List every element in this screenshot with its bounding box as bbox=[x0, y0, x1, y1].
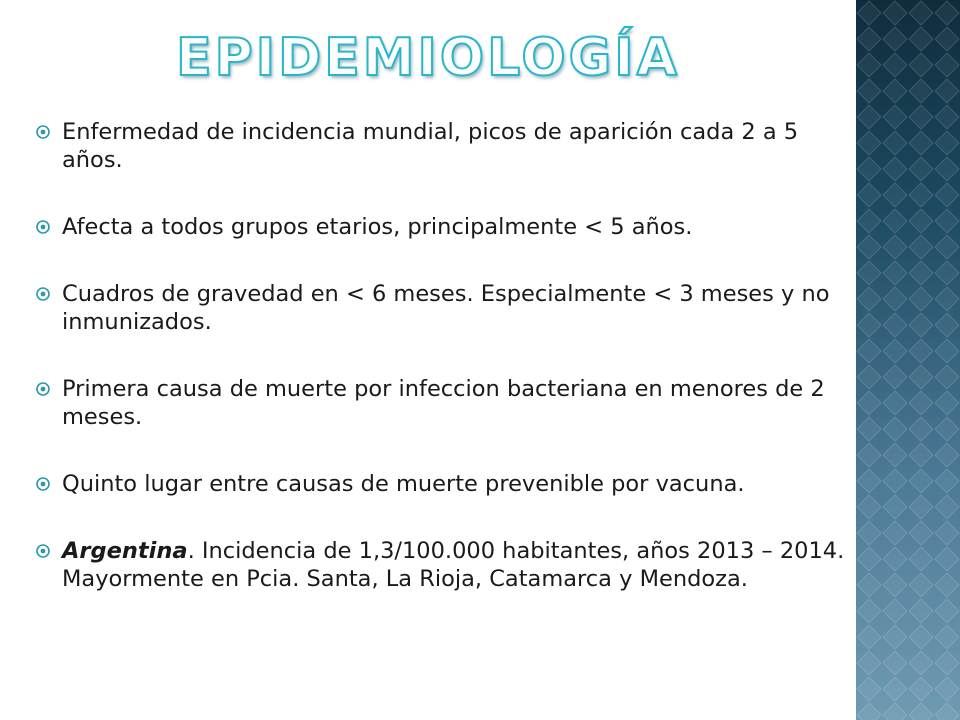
circled-dot-icon bbox=[36, 125, 50, 139]
bullet-item bbox=[36, 118, 846, 174]
bullet-item bbox=[36, 470, 846, 498]
bullet-item bbox=[36, 375, 846, 431]
bullet-text: . Incidencia de 1,3/100.000 habitantes, años 2013 – 2014. Mayormente en Pcia. Santa, La Rioja, Catamarca y Mendoza. bbox=[62, 538, 845, 592]
circled-dot-icon bbox=[36, 477, 50, 491]
bullet-text: Cuadros de gravedad en < 6 meses. Especialmente < 3 meses y no inmunizados. bbox=[62, 281, 830, 335]
bullet-item bbox=[36, 213, 846, 241]
bullet-lead-text: Argentina bbox=[62, 538, 188, 564]
circled-dot-icon bbox=[36, 544, 50, 558]
bullet-text: Enfermedad de incidencia mundial, picos de aparición cada 2 a 5 años. bbox=[62, 119, 799, 173]
circled-dot-icon bbox=[36, 382, 50, 396]
bullet-text: Afecta a todos grupos etarios, principalmente < 5 años. bbox=[62, 214, 693, 240]
bullet-list bbox=[36, 118, 846, 632]
decorative-side-panel bbox=[856, 0, 960, 720]
circled-dot-icon bbox=[36, 220, 50, 234]
slide-title: EPIDEMIOLOGÍA bbox=[176, 28, 680, 88]
bullet-text: Quinto lugar entre causas de muerte prevenible por vacuna. bbox=[62, 471, 745, 497]
bullet-item bbox=[36, 280, 846, 336]
diamond-pattern bbox=[856, 0, 960, 720]
bullet-item bbox=[36, 537, 846, 593]
circled-dot-icon bbox=[36, 287, 50, 301]
bullet-text: Primera causa de muerte por infeccion bacteriana en menores de 2 meses. bbox=[62, 376, 825, 430]
